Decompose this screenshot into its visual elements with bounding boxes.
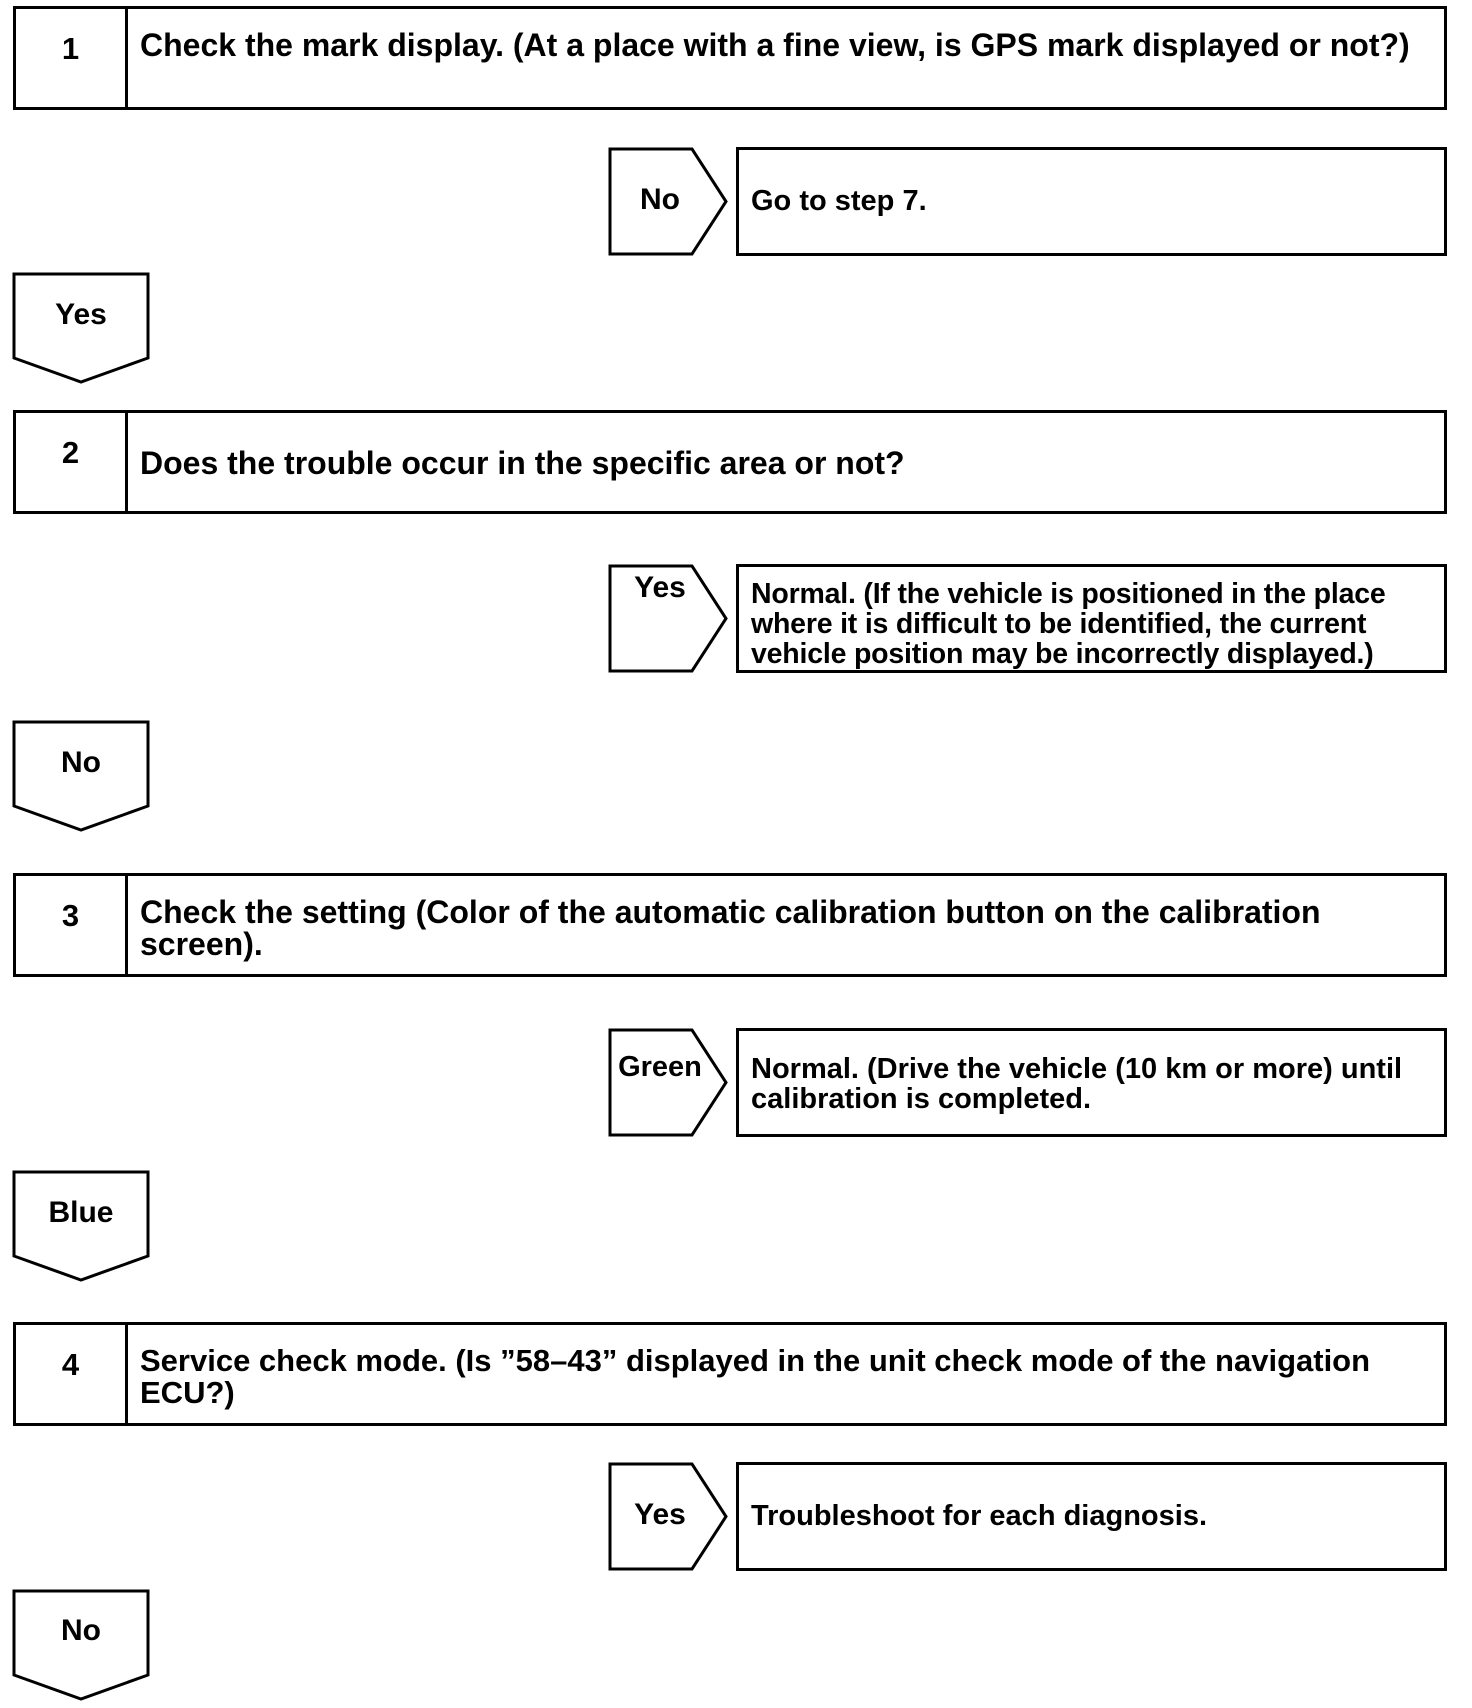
step-4-box xyxy=(13,1322,1447,1426)
step-number: 2 xyxy=(16,413,128,511)
step-question: Check the setting (Color of the automatic calibration button on the calibration screen). xyxy=(140,894,1321,962)
branch-label-no: No xyxy=(640,183,680,216)
step-1-box xyxy=(13,6,1447,110)
result-box-4: Troubleshoot for each diagnosis. xyxy=(736,1462,1447,1571)
result-box-2: Normal. (If the vehicle is positioned in the place where it is difficult to be identified, the current vehicle position may be incorrectly displayed.) xyxy=(736,564,1447,673)
step-number: 4 xyxy=(16,1325,128,1423)
step-number: 1 xyxy=(16,9,128,107)
step-3-box xyxy=(13,873,1447,977)
branch-label-no: No xyxy=(61,1614,101,1647)
branch-label-no: No xyxy=(61,746,101,779)
branch-label-yes: Yes xyxy=(55,298,107,331)
step-question: Service check mode. (Is ”58–43” displayed in the unit check mode of the navigation ECU?) xyxy=(140,1343,1371,1410)
result-box-1: Go to step 7. xyxy=(736,147,1447,256)
step-number: 3 xyxy=(16,876,128,974)
step-question: Does the trouble occur in the specific area or not? xyxy=(140,445,905,481)
step-2-box xyxy=(13,410,1447,514)
branch-label-blue: Blue xyxy=(48,1196,114,1229)
branch-label-yes: Yes xyxy=(634,1498,686,1531)
branch-label-yes: Yes xyxy=(634,571,686,604)
result-box-3: Normal. (Drive the vehicle (10 km or more) until calibration is completed. xyxy=(736,1028,1447,1137)
step-question: Check the mark display. (At a place with a fine view, is GPS mark displayed or not?) xyxy=(140,27,1410,63)
branch-label-green: Green xyxy=(618,1051,702,1083)
